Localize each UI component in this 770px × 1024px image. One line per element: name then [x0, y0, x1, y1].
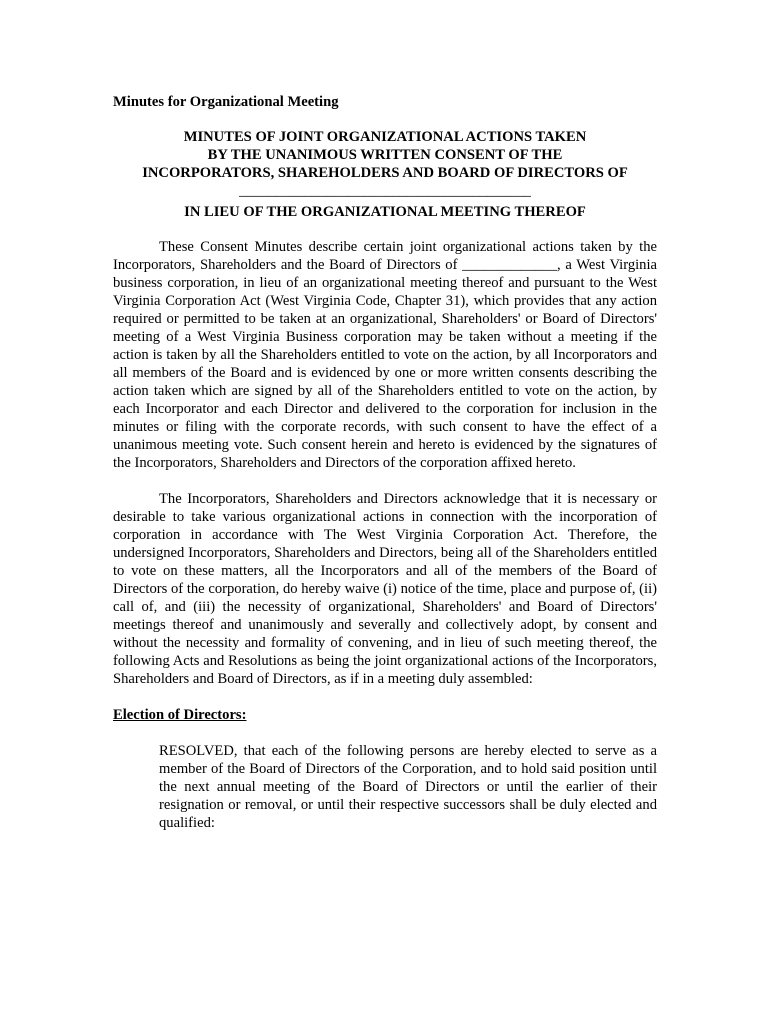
document-label: Minutes for Organizational Meeting [113, 94, 339, 110]
heading-line-1: MINUTES OF JOINT ORGANIZATIONAL ACTIONS TAKEN [183, 129, 587, 145]
heading-line-3: INCORPORATORS, SHAREHOLDERS AND BOARD OF DIRECTORS OF [142, 165, 628, 181]
election-of-directors-heading: Election of Directors: [113, 707, 247, 723]
document-heading [113, 128, 657, 200]
resolution-paragraph: RESOLVED, that each of the following persons are hereby elected to serve as a member of the Board of Directors of the Corporation, and to hold said position until the next annual meeting of the Board of Directors or until the earlier of their resignation or removal, or until their respective successors shall be duly elected and qualified: [159, 743, 657, 831]
heading-line-2: BY THE UNANIMOUS WRITTEN CONSENT OF THE [207, 147, 563, 163]
corporation-name-blank: ________________________________________ [239, 183, 531, 199]
acknowledgement-paragraph: The Incorporators, Shareholders and Directors acknowledge that it is necessary or desirable to take various organizational actions in connection with the incorporation of corporation in accordance with The West Virginia Corporation Act. Therefore, the undersigned Incorporators, Shareholders and Directors, being all of the Shareholders entitled to vote on these matters, all the Incorporators and all of the members of the Board of Directors of the corporation, do hereby waive (i) notice of the time, place and purpose of, (ii) call of, and (iii) the necessity of organizational, Shareholders' and Board of Directors' meetings thereof and unanimously and severally and collectively adopt, by consent and without the necessity and formality of convening, and in lieu of such meeting thereof, the following Acts and Resolutions as being the joint organizational actions of the Incorporators, Shareholders and Board of Directors, as if in a meeting duly assembled: [113, 491, 657, 687]
document-subheading: IN LIEU OF THE ORGANIZATIONAL MEETING THEREOF [184, 204, 586, 220]
consent-paragraph: These Consent Minutes describe certain joint organizational actions taken by the Incorporators, Shareholders and the Board of Directors of _____________, a West Virginia business corporation, in lieu of an organizational meeting thereof and pursuant to the West Virginia Corporation Act (West Virginia Code, Chapter 31), which provides that any action required or permitted to be taken at an organizational, Shareholders' or Board of Directors' meeting of a West Virginia Business corporation may be taken without a meeting if the action is taken by all the Shareholders entitled to vote on the action, by all Incorporators and all members of the Board and is evidenced by one or more written consents describing the action taken which are signed by all of the Shareholders entitled to vote on the action, by each Incorporator and each Director and delivered to the corporation for inclusion in the minutes or filing with the corporate records, with such consent to have the effect of a unanimous meeting vote. Such consent herein and hereto is evidenced by the signatures of the Incorporators, Shareholders and Directors of the corporation affixed hereto. [113, 239, 657, 471]
document-page [113, 93, 657, 832]
